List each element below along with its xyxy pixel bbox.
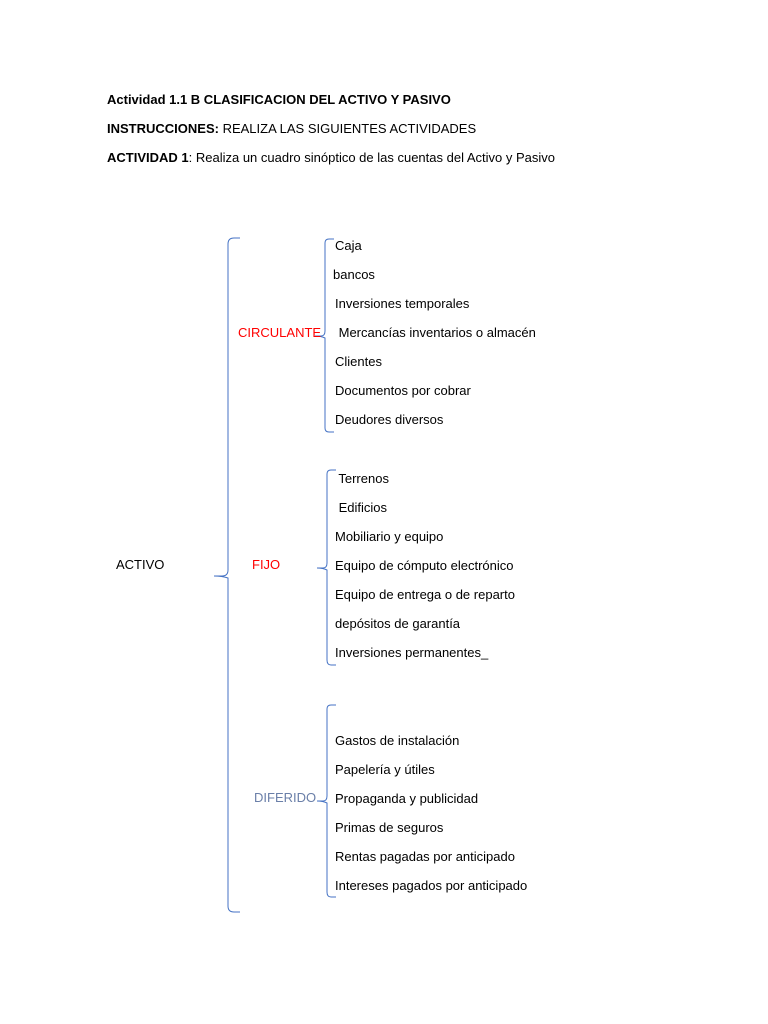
circulante-item: Deudores diversos [335,412,444,427]
activity-text: : Realiza un cuadro sinóptico de las cuentas del Activo y Pasivo [188,150,555,165]
diferido-item: Propaganda y publicidad [335,791,479,806]
fijo-item: Terrenos [335,471,389,486]
circulante-item: Inversiones temporales [335,296,470,311]
fijo-item: Inversiones permanentes_ [335,645,489,660]
category-label-circulante: CIRCULANTE [238,325,322,340]
document-title [107,92,451,108]
instructions-text: REALIZA LAS SIGUIENTES ACTIVIDADES [218,121,477,136]
activity-line [107,150,555,166]
category-label-fijo: FIJO [252,557,281,572]
activity-label: ACTIVIDAD 1 [107,150,189,165]
diferido-item: Papelería y útiles [335,762,435,777]
fijo-item: depósitos de garantía [335,616,461,631]
circulante-item: Clientes [335,354,382,369]
fijo-item: Mobiliario y equipo [335,529,444,544]
circulante-item: bancos [333,267,375,282]
instructions-line [107,121,476,137]
fijo-item: Equipo de cómputo electrónico [335,558,514,573]
diferido-item: Rentas pagadas por anticipado [335,849,515,864]
root-label-activo: ACTIVO [116,557,165,572]
category-label-diferido: DIFERIDO [254,790,317,805]
diferido-item: Gastos de instalación [335,733,460,748]
title-text: Actividad 1.1 B CLASIFICACION DEL ACTIVO Y PASIVO [107,92,451,107]
instructions-label: INSTRUCCIONES: [107,121,219,136]
circulante-item: Documentos por cobrar [335,383,471,398]
fijo-item: Edificios [335,500,388,515]
main-brace [214,238,240,912]
diferido-item: Intereses pagados por anticipado [335,878,528,893]
fijo-brace [317,470,336,665]
diferido-brace [317,705,336,897]
diferido-item: Primas de seguros [335,820,444,835]
fijo-item: Equipo de entrega o de reparto [335,587,515,602]
circulante-item: Mercancías inventarios o almacén [335,325,536,340]
circulante-item: Caja [335,238,362,253]
